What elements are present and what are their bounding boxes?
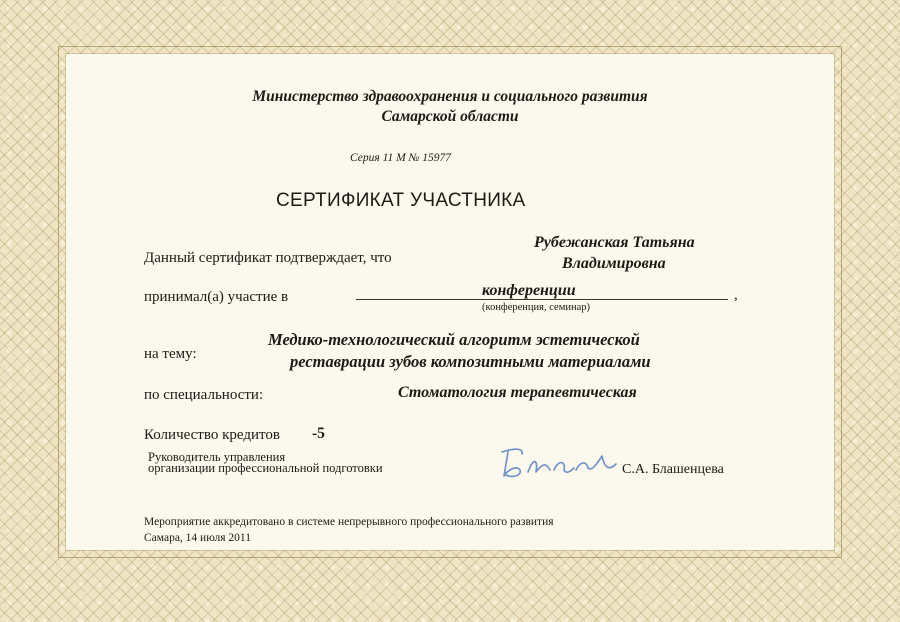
signatory-position-line-1: Руководитель управления	[148, 450, 286, 464]
organization-line-1: Министерство здравоохранения и социального развития	[252, 88, 648, 105]
participation-hint: (конференция, семинар)	[482, 302, 590, 313]
participation-value: конференции	[482, 282, 576, 299]
signature-graphic	[494, 442, 624, 486]
participation-comma: ,	[734, 287, 738, 303]
participation-label: принимал(а) участие в	[144, 289, 289, 305]
specialty-value: Стоматология терапевтическая	[398, 384, 637, 401]
topic-line-1: Медико-технологический алгоритм эстетической	[268, 330, 640, 349]
signatory-position-line-2: организации профессиональной подготовки	[148, 461, 383, 475]
organization-line-2: Самарской области	[381, 108, 519, 125]
participant-name-line-1: Рубежанская Татьяна	[534, 234, 695, 251]
topic-line-2: реставрации зубов композитными материалами	[290, 352, 651, 371]
certificate-panel	[66, 54, 834, 550]
confirm-label: Данный сертификат подтверждает, что	[144, 250, 392, 266]
credits-label: Количество кредитов	[144, 427, 280, 443]
series-number: Серия 11 М № 15977	[350, 152, 452, 164]
participant-name-line-2: Владимировна	[562, 255, 666, 272]
credits-value: -5	[312, 425, 325, 442]
certificate-title: СЕРТИФИКАТ УЧАСТНИКА	[276, 190, 526, 211]
specialty-label: по специальности:	[144, 387, 264, 403]
accreditation-note: Мероприятие аккредитовано в системе непрерывного профессионального развития	[144, 516, 554, 528]
place-date: Самара, 14 июля 2011	[144, 532, 251, 544]
topic-label: на тему:	[144, 346, 197, 362]
signatory-name: С.А. Блашенцева	[622, 462, 724, 477]
